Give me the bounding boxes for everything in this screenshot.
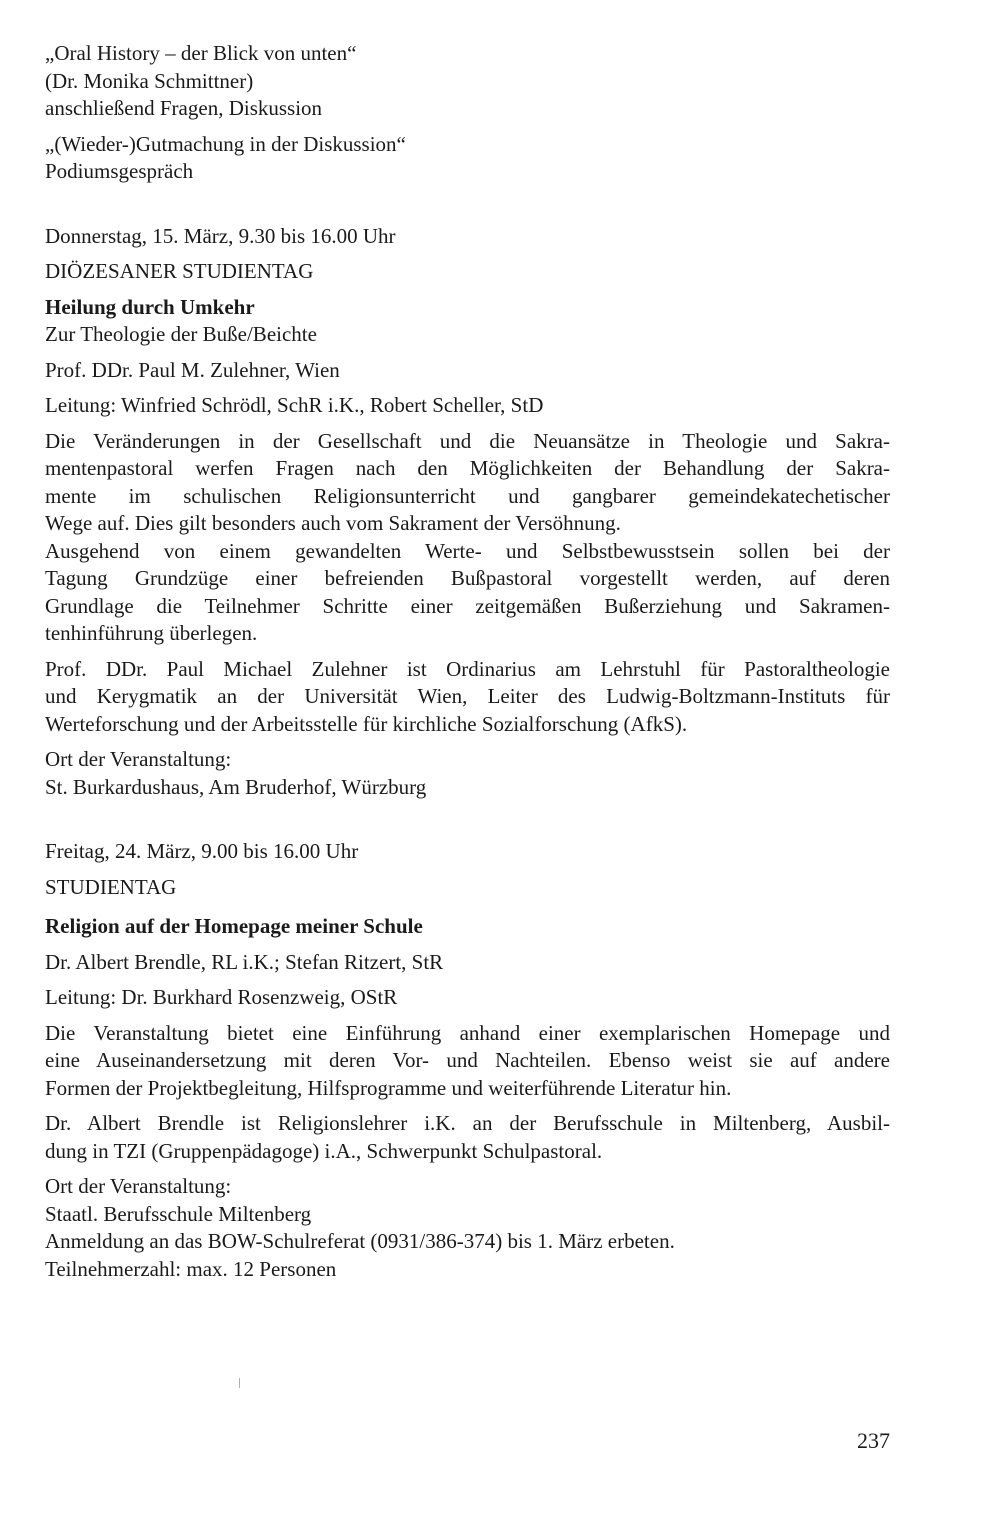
event-2-venue: Staatl. Berufsschule Miltenberg: [45, 1201, 312, 1226]
event-1-subtitle: Zur Theologie der Buße/Beichte: [45, 322, 317, 346]
bio-line: Werteforschung und der Arbeitsstelle für kirchliche Sozialforschung (AfkS).: [45, 711, 688, 736]
event-1-date: Donnerstag, 15. März, 9.30 bis 16.00 Uhr: [45, 223, 396, 248]
scan-speck: [239, 1378, 240, 1388]
talk-speaker: (Dr. Monika Schmittner): [45, 68, 254, 93]
event-2-leitung: Leitung: Dr. Burkhard Rosenzweig, OStR: [45, 985, 398, 1009]
description-line: Wege auf. Dies gilt besonders auch vom Sakrament der Versöhnung.: [45, 511, 621, 535]
description-line: Formen der Projektbegleitung, Hilfsprogramme und weiterführende Literatur hin.: [45, 1075, 732, 1100]
description-line: Die Veränderungen in der Gesellschaft und die Neuansätze in Theologie und Sakra-: [45, 428, 890, 453]
bio-line: Prof. DDr. Paul Michael Zulehner ist Ordinarius am Lehrstuhl für Pastoraltheologie: [45, 656, 890, 681]
event-1-venue: St. Burkardushaus, Am Bruderhof, Würzburg: [45, 774, 427, 799]
panel-format: Podiumsgespräch: [45, 159, 194, 183]
page-content: [45, 40, 890, 1283]
event-2-registration: Anmeldung an das BOW-Schulreferat (0931/386-374) bis 1. März erbeten.: [45, 1229, 675, 1253]
event-2-type: STUDIENTAG: [45, 874, 177, 899]
intro-section: [45, 40, 890, 186]
panel-title: „(Wieder-)Gutmachung in der Diskussion“: [45, 131, 406, 156]
event-1-title: Heilung durch Umkehr: [45, 294, 255, 319]
bio-line: und Kerygmatik an der Universität Wien, Leiter des Ludwig-Boltzmann-Instituts für: [45, 684, 890, 708]
event-2-venue-label: Ort der Veranstaltung:: [45, 1174, 232, 1198]
event-2-bio: [45, 1110, 890, 1165]
event-1-leitung: Leitung: Winfried Schrödl, SchR i.K., Robert Scheller, StD: [45, 393, 544, 417]
event-2-speakers: Dr. Albert Brendle, RL i.K.; Stefan Ritzert, StR: [45, 949, 444, 974]
description-line: Die Veranstaltung bietet eine Einführung anhand einer exemplarischen Homepage und: [45, 1020, 890, 1045]
event-1-bio: [45, 656, 890, 739]
event-2-section: [45, 838, 890, 1283]
event-1-type: DIÖZESANER STUDIENTAG: [45, 259, 314, 283]
talk-title: „Oral History – der Blick von unten“: [45, 41, 357, 65]
page-number: 237: [857, 1428, 890, 1453]
bio-line: dung in TZI (Gruppenpädagoge) i.A., Schwerpunkt Schulpastoral.: [45, 1138, 603, 1163]
event-1-section: [45, 223, 890, 802]
event-2-date: Freitag, 24. März, 9.00 bis 16.00 Uhr: [45, 839, 359, 863]
talk-followup: anschließend Fragen, Diskussion: [45, 96, 323, 120]
description-line: mentenpastoral werfen Fragen nach den Möglichkeiten der Behandlung der Sakra-: [45, 456, 890, 480]
description-line: mente im schulischen Religionsunterricht und gangbarer gemeindekatechetischer: [45, 483, 890, 508]
description-line: tenhinführung überlegen.: [45, 621, 258, 645]
description-line: eine Auseinandersetzung mit deren Vor- und Nachteilen. Ebenso weist sie auf andere: [45, 1048, 890, 1072]
event-1-venue-label: Ort der Veranstaltung:: [45, 747, 232, 771]
description-line: Ausgehend von einem gewandelten Werte- und Selbstbewusstsein sollen bei der: [45, 538, 890, 563]
description-line: Grundlage die Teilnehmer Schritte einer zeitgemäßen Bußerziehung und Sakramen-: [45, 593, 890, 618]
event-1-speaker: Prof. DDr. Paul M. Zulehner, Wien: [45, 357, 340, 382]
event-2-description: [45, 1020, 890, 1103]
bio-line: Dr. Albert Brendle ist Religionslehrer i.K. an der Berufsschule in Miltenberg, Ausbil-: [45, 1111, 890, 1135]
description-line: Tagung Grundzüge einer befreienden Bußpastoral vorgestellt werden, auf deren: [45, 566, 890, 590]
event-2-participants: Teilnehmerzahl: max. 12 Personen: [45, 1256, 337, 1281]
event-1-description: [45, 428, 890, 648]
event-2-title: Religion auf der Homepage meiner Schule: [45, 914, 423, 938]
